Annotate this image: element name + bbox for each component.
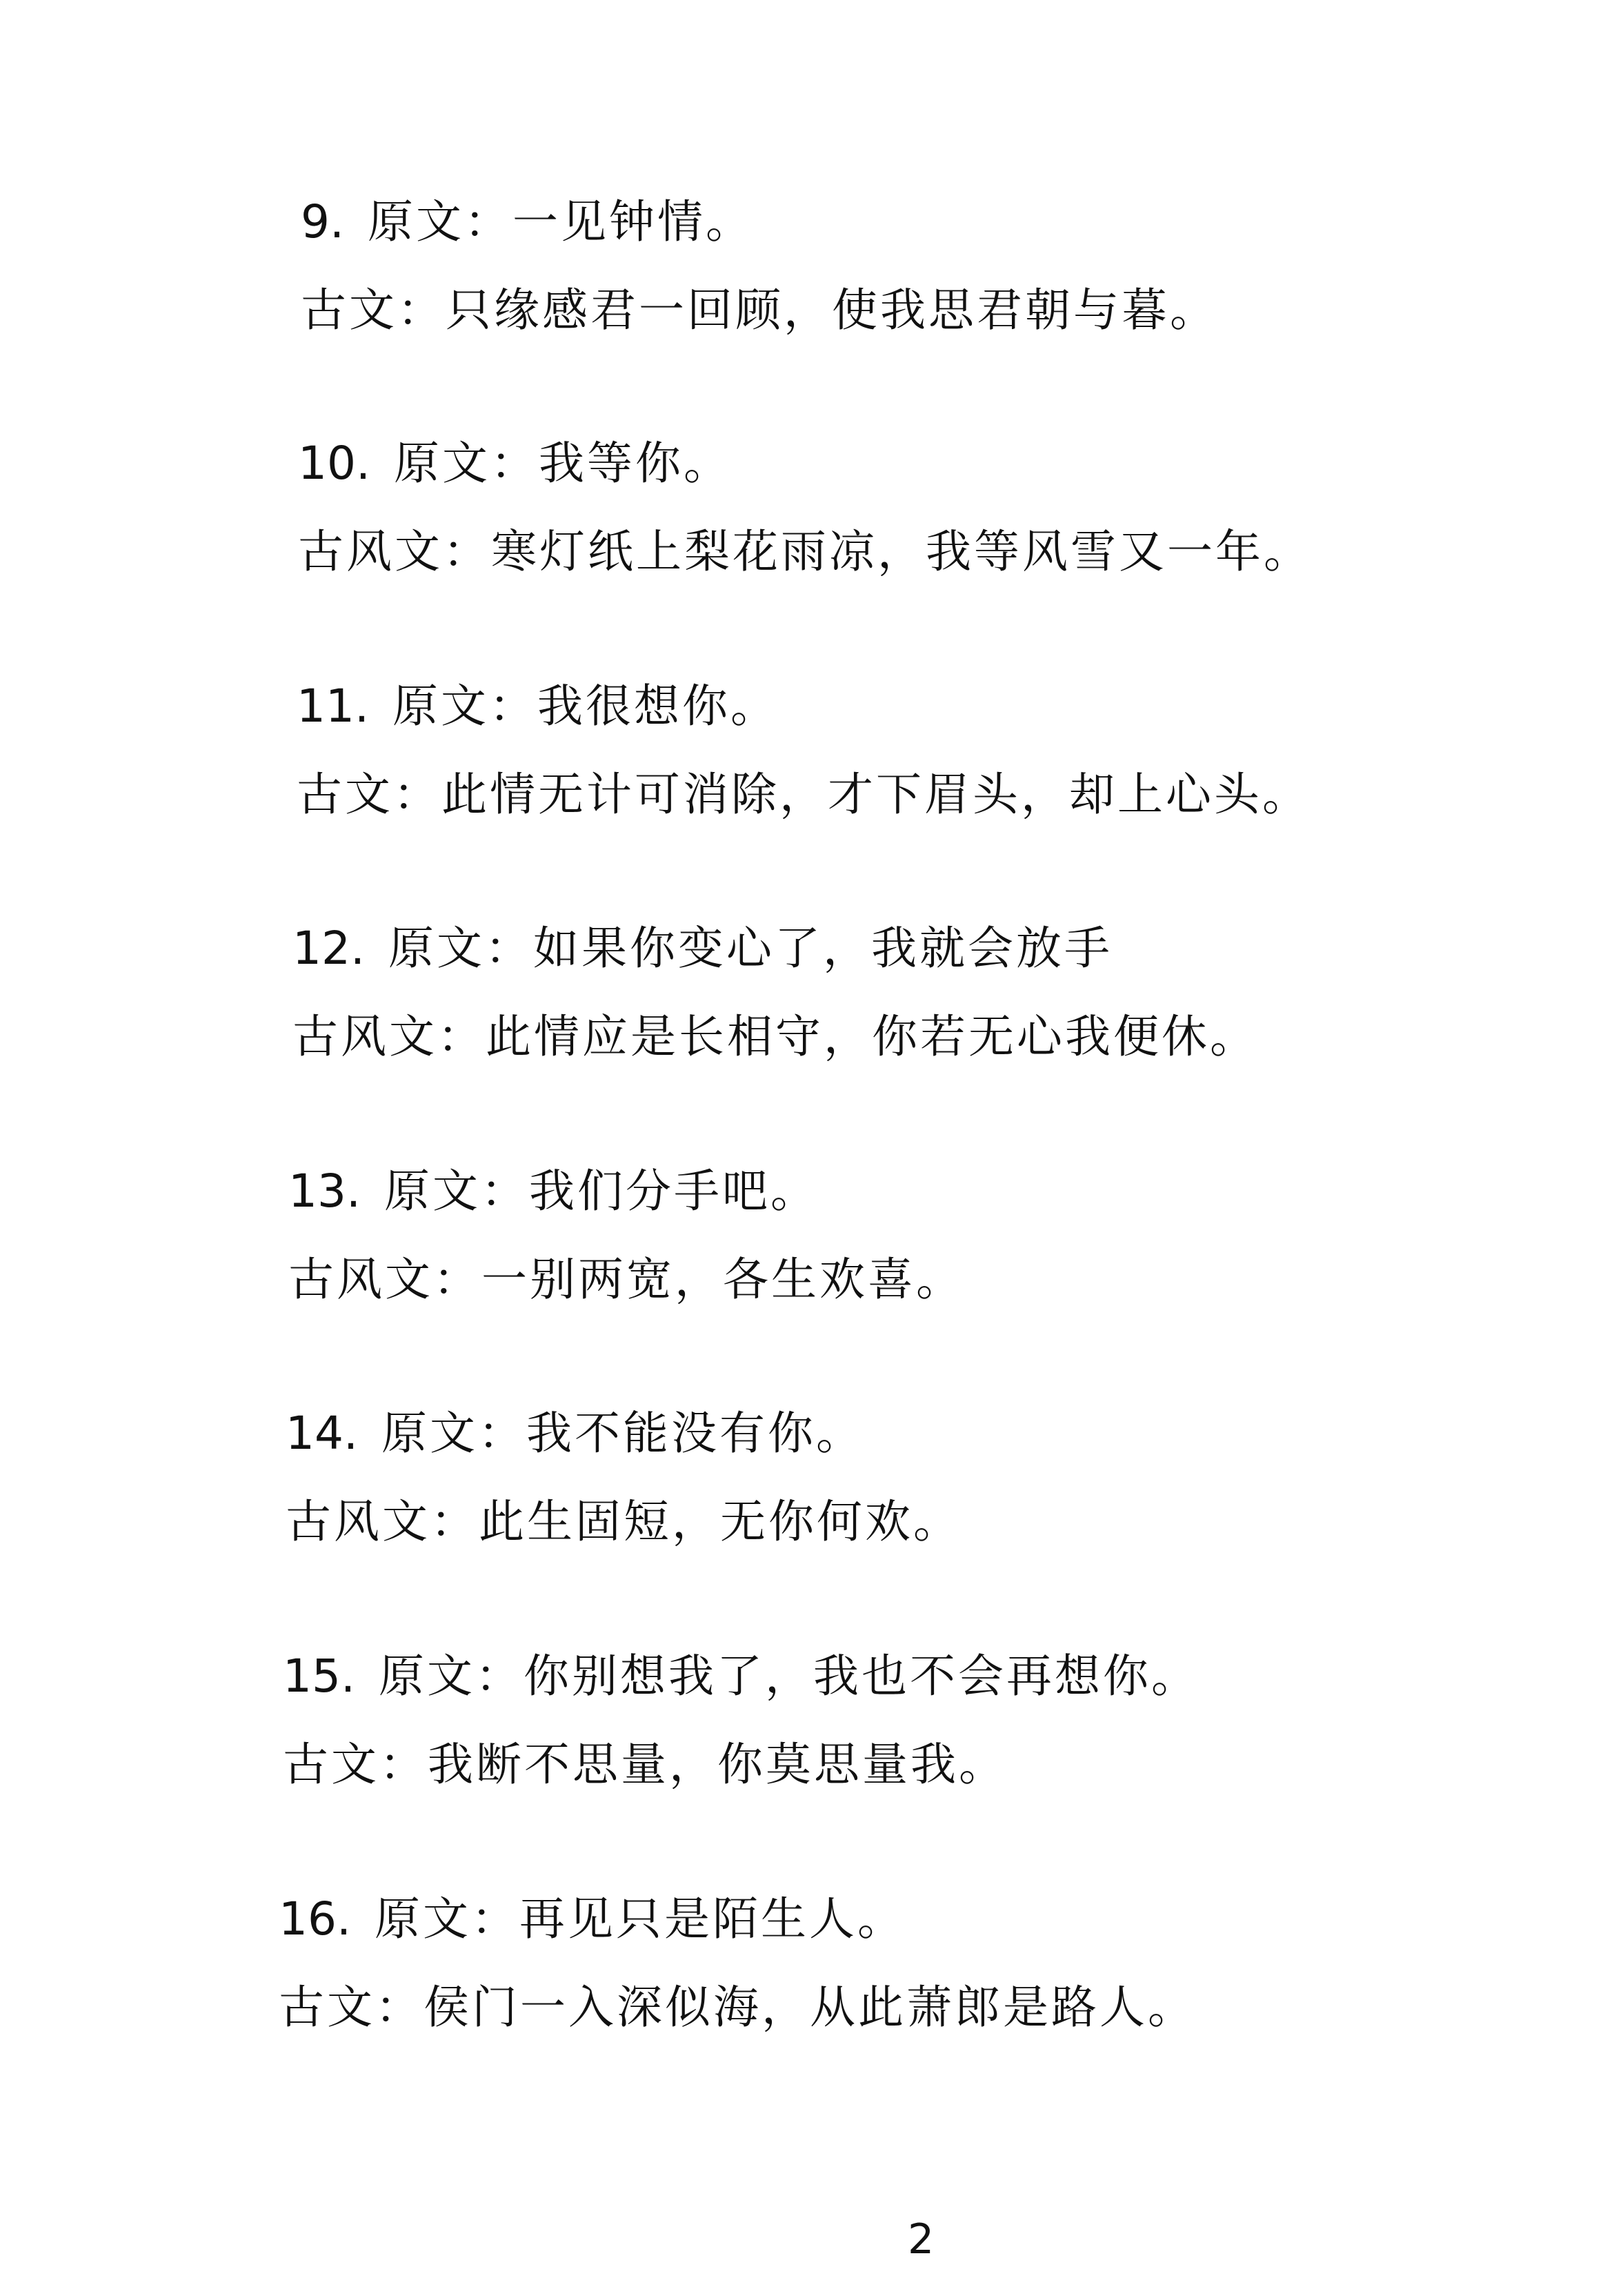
entry-number: 14. — [286, 1407, 358, 1460]
original-line — [298, 436, 1609, 491]
classical-line: 古风文：一别两宽，各生欢喜。 — [288, 1253, 964, 1306]
entry-number: 13. — [288, 1165, 361, 1218]
classical-line: 古文：此情无计可消除，才下眉头，却上心头。 — [297, 768, 1311, 821]
entry-14 — [286, 1406, 1596, 1550]
classical-line: 古文：我断不思量，你莫思量我。 — [283, 1738, 1007, 1791]
entry-number: 12. — [292, 922, 365, 975]
entry-15 — [283, 1649, 1593, 1792]
entry-number: 16. — [279, 1892, 351, 1946]
classical-line: 古风文：寒灯纸上梨花雨凉，我等风雪又一年。 — [298, 525, 1312, 578]
original-line — [292, 921, 1603, 976]
entry-9 — [301, 195, 1611, 338]
original-text: 原文：你别想我了，我也不会再想你。 — [378, 1650, 1199, 1703]
original-text: 原文：我等你。 — [393, 437, 732, 490]
entry-10 — [298, 436, 1609, 580]
original-text: 原文：如果你变心了，我就会放手 — [388, 922, 1113, 975]
classical-line: 古文：侯门一入深似海，从此萧郎是路人。 — [279, 1981, 1196, 2034]
entry-number: 9. — [301, 195, 344, 248]
classical-line: 古文：只缘感君一回顾，使我思君朝与暮。 — [301, 284, 1218, 337]
entry-number: 11. — [297, 680, 369, 733]
original-text: 原文：我不能没有你。 — [381, 1407, 864, 1460]
classical-line: 古风文：此生固短，无你何欢。 — [286, 1495, 962, 1548]
entry-13 — [288, 1164, 1599, 1307]
page-number: 2 — [908, 2215, 935, 2264]
entry-number: 10. — [298, 437, 370, 490]
original-text: 原文：再见只是陌生人。 — [374, 1892, 906, 1946]
original-line — [288, 1164, 1599, 1219]
entry-12 — [292, 921, 1603, 1065]
original-line — [279, 1892, 1589, 1947]
entry-number: 15. — [283, 1650, 355, 1703]
original-text: 原文：一见钟情。 — [367, 195, 754, 248]
entry-11 — [297, 679, 1607, 822]
original-line — [301, 195, 1611, 250]
original-text: 原文：我们分手吧。 — [384, 1165, 819, 1218]
original-text: 原文：我很想你。 — [392, 680, 779, 733]
original-line — [297, 679, 1607, 734]
original-line — [286, 1406, 1596, 1461]
entry-16 — [279, 1892, 1589, 2035]
classical-line: 古风文：此情应是长相守，你若无心我便休。 — [292, 1010, 1258, 1063]
original-line — [283, 1649, 1593, 1704]
